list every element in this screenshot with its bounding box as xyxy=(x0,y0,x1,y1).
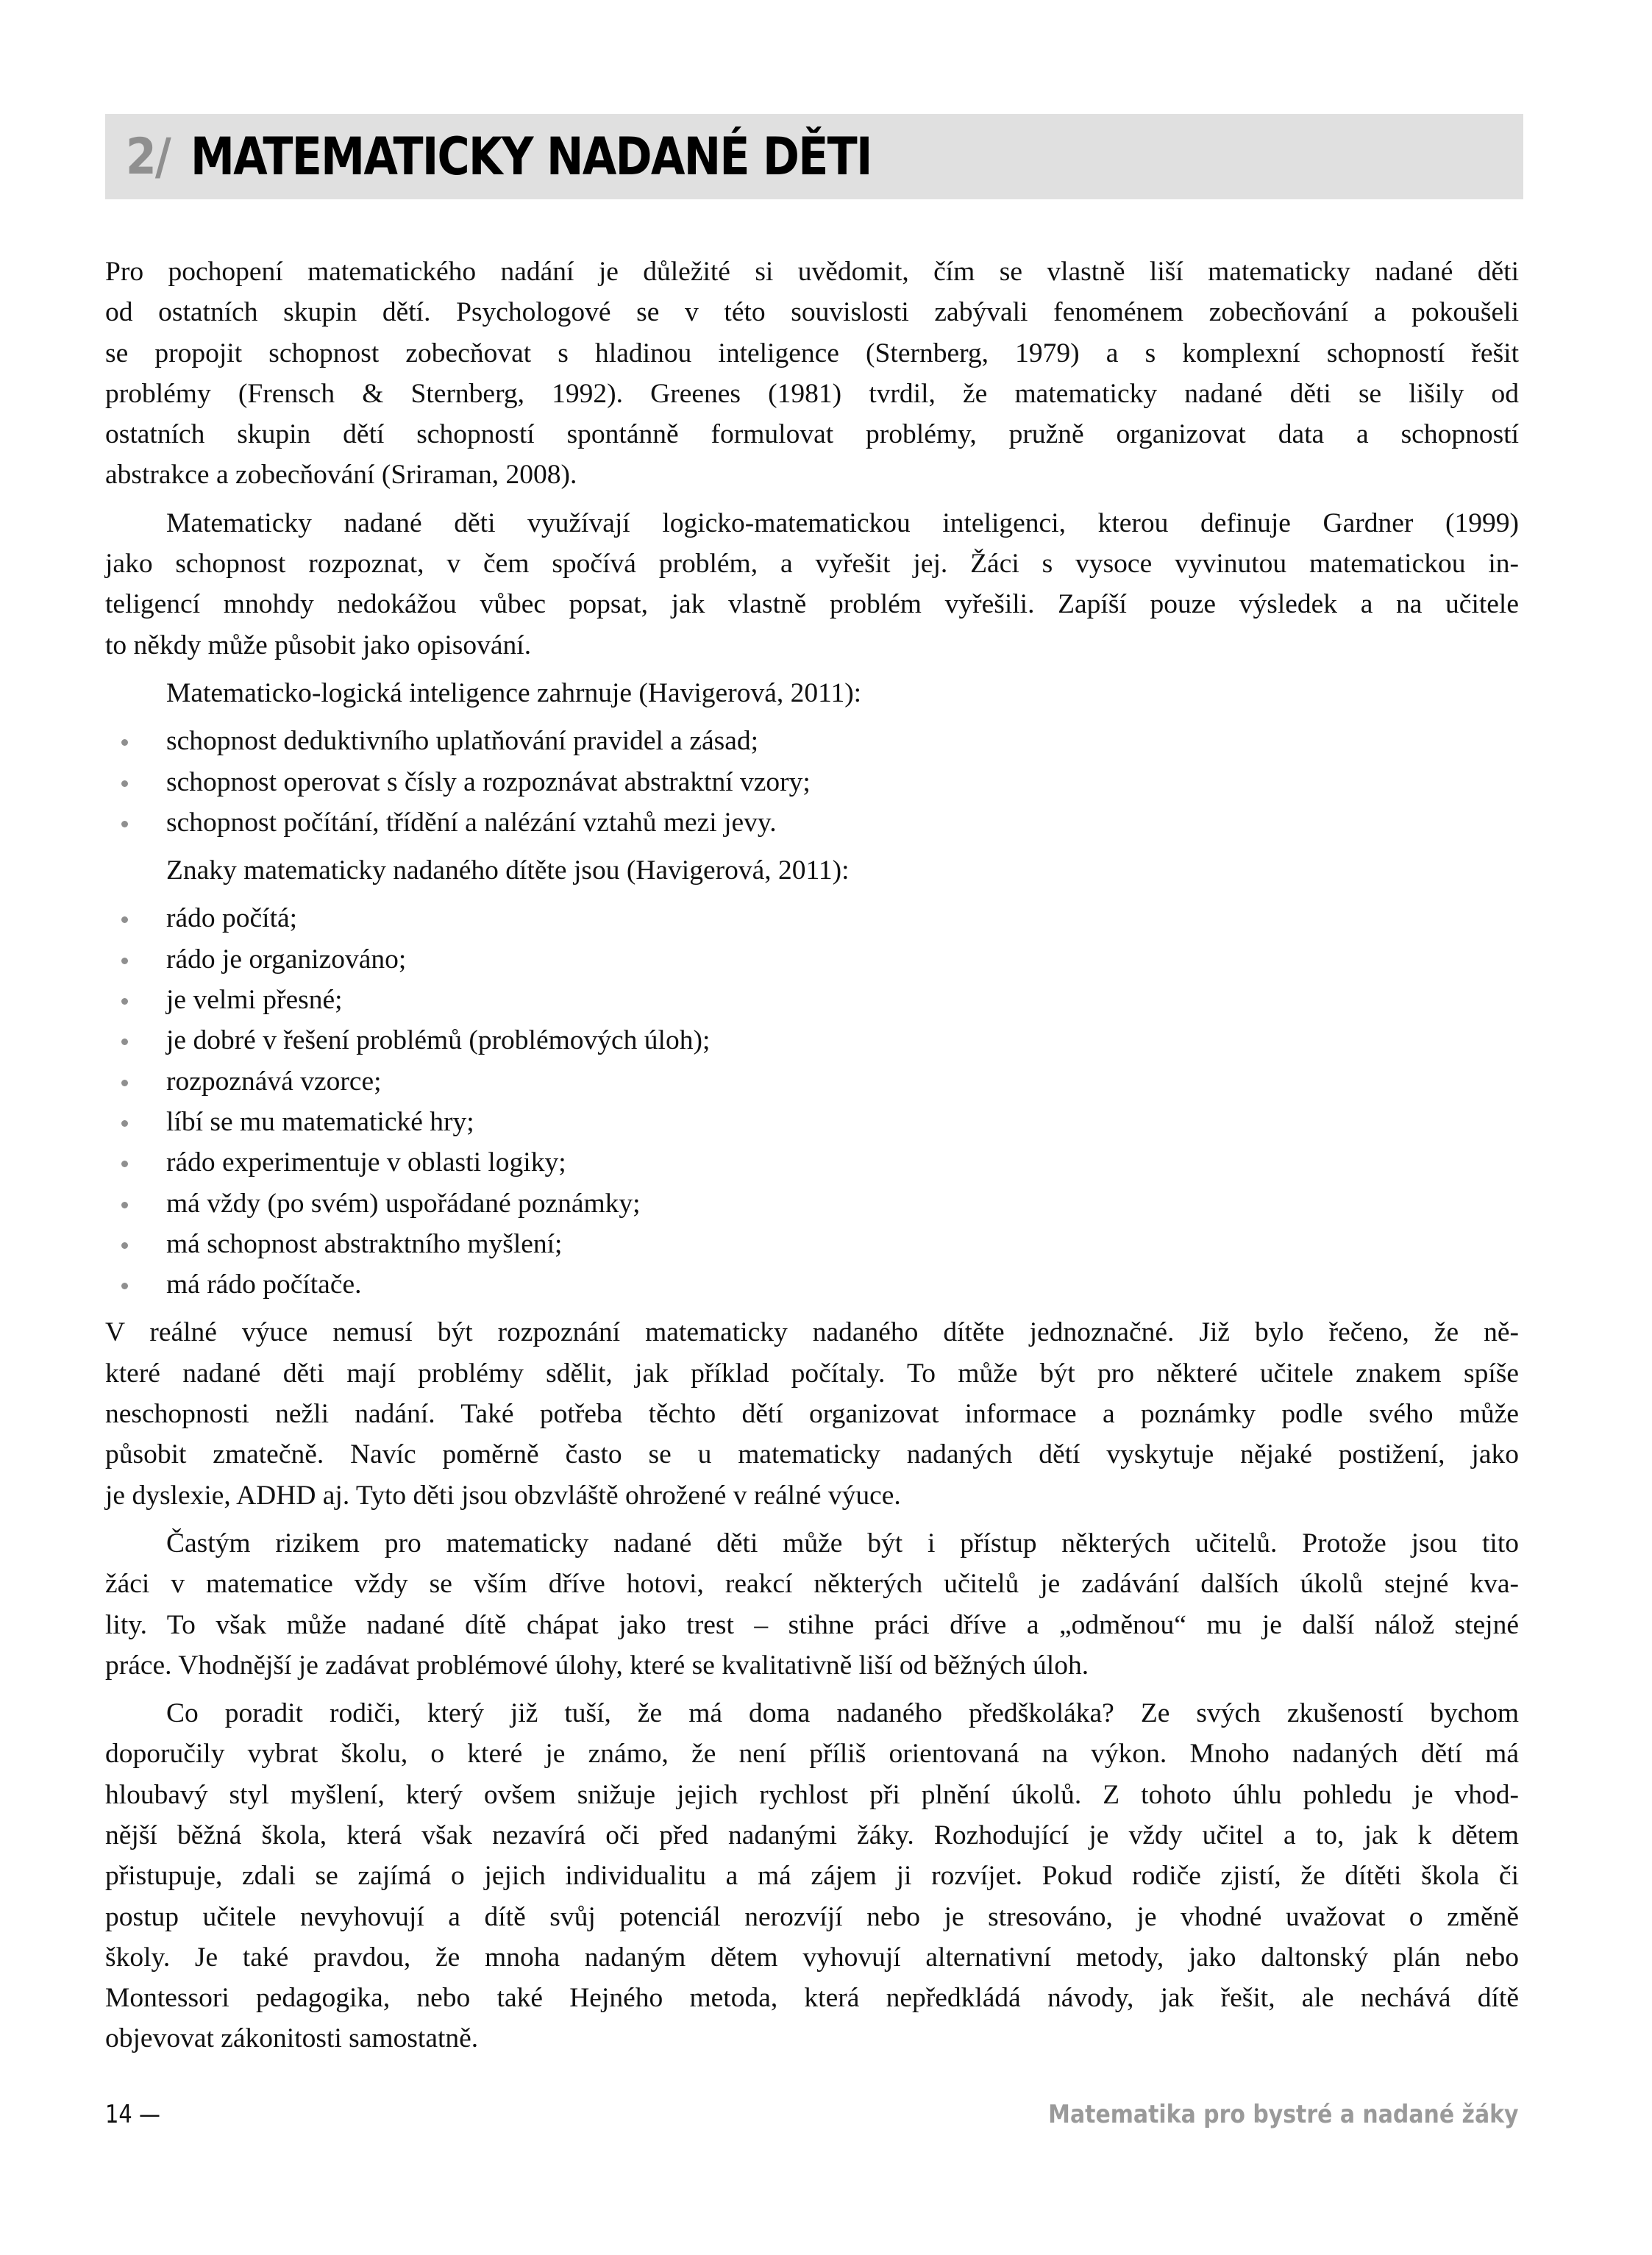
bullet-icon xyxy=(121,1242,128,1249)
paragraph-3-list-intro xyxy=(105,673,1519,713)
text-line: přistupuje, zdali se zajímá o jejich individualitu a má zájem ji rozvíjet. Pokud rodiče zjistí, že dítěti škola či xyxy=(105,1861,1519,1892)
text-line: teligencí mnohdy nedokážou vůbec popsat, jak vlastně problém vyřešili. Zapíší pouze výsledek a na učitele xyxy=(105,589,1519,620)
text-line: Matematicky nadané děti využívají logicko-matematickou inteligenci, kterou definuje Gardner (1999) xyxy=(166,507,1519,538)
list-item-text: má vždy (po svém) uspořádané poznámky; xyxy=(166,1188,641,1219)
list-item xyxy=(105,1142,1519,1183)
list-item-text: rádo je organizováno; xyxy=(166,944,407,975)
bullet-list-intelligence xyxy=(105,721,1519,843)
text-line: školy. Je také pravdou, že mnoha nadaným dětem vyhovují alternativní metody, jako daltonský plán nebo xyxy=(105,1942,1519,1973)
text-line: problémy (Frensch & Sternberg, 1992). Greenes (1981) tvrdil, že matematicky nadané děti se lišily od xyxy=(105,378,1519,409)
list-item xyxy=(105,802,1519,843)
bullet-icon xyxy=(121,916,128,923)
text-line: se propojit schopnost zobecňovat s hladinou inteligence (Sternberg, 1979) a s komplexní schopností řešit xyxy=(105,338,1519,368)
text-line: Montessori pedagogika, nebo také Hejného metoda, která nepředkládá návody, jak řešit, ale nechává dítě xyxy=(105,1983,1519,2014)
list-item xyxy=(105,1061,1519,1102)
text-line: doporučily vybrat školu, o které je známo, že není příliš orientovaná na výkon. Mnoho nadaných dětí má xyxy=(105,1739,1519,1770)
text-line: lity. To však může nadané dítě chápat jako trest – stihne práci dříve a „odměnou“ mu je další nálož stejné xyxy=(105,1609,1519,1640)
list-item xyxy=(105,721,1519,761)
list-item-text: schopnost počítání, třídění a nalézání vztahů mezi jevy. xyxy=(166,807,777,838)
text-line: to někdy může působit jako opisování. xyxy=(105,630,532,660)
list-item-text: schopnost operovat s čísly a rozpoznávat abstraktní vzory; xyxy=(166,766,811,797)
paragraph-2 xyxy=(105,503,1519,666)
list-item-text: líbí se mu matematické hry; xyxy=(166,1106,474,1137)
text-line: je dyslexie, ADHD aj. Tyto děti jsou obzvláště ohrožené v reálné výuce. xyxy=(105,1480,901,1511)
list-item-text: je velmi přesné; xyxy=(166,985,343,1016)
text-line: postup učitele nevyhovují a dítě svůj potenciál nerozvíjí nebo je stresováno, je vhodné uvažovat o změně xyxy=(105,1901,1519,1932)
paragraph-7 xyxy=(105,1693,1519,2059)
text-line: Častým rizikem pro matematicky nadané děti může být i přístup některých učitelů. Protože jsou tito xyxy=(166,1528,1519,1558)
text-line: Co poradit rodiči, který již tuší, že má doma nadaného předškoláka? Ze svých zkušeností bychom xyxy=(166,1698,1519,1729)
text-line: V reálné výuce nemusí být rozpoznání matematicky nadaného dítěte jednoznačné. Již bylo řečeno, že ně- xyxy=(105,1317,1519,1348)
bullet-icon xyxy=(121,1120,128,1127)
list-item-text: rozpoznává vzorce; xyxy=(166,1066,382,1097)
bullet-icon xyxy=(121,1080,128,1086)
text-line: hloubavý styl myšlení, který ovšem snižuje jejich rychlost při plnění úkolů. Z tohoto úhlu pohledu je vhod- xyxy=(105,1779,1519,1810)
text-line: Matematicko-logická inteligence zahrnuje (Havigerová, 2011): xyxy=(166,677,862,708)
text-line: které nadané děti mají problémy sdělit, jak příklad počítaly. To může být pro některé učitele znakem spíše xyxy=(105,1358,1519,1389)
list-item-text: rádo experimentuje v oblasti logiky; xyxy=(166,1147,566,1178)
bullet-list-signs xyxy=(105,898,1519,1305)
text-line: žáci v matematice vždy se vším dříve hotovi, reakcí některých učitelů je zadávání dalších úkolů stejné kva- xyxy=(105,1569,1519,1600)
list-item xyxy=(105,898,1519,938)
bullet-icon xyxy=(121,1202,128,1208)
list-item-text: má schopnost abstraktního myšlení; xyxy=(166,1228,563,1259)
list-item-text: je dobré v řešení problémů (problémových úloh); xyxy=(166,1025,711,1056)
text-line: ostatních skupin dětí schopností spontánně formulovat problémy, pružně organizovat data a schopností xyxy=(105,419,1519,450)
list-item xyxy=(105,939,1519,980)
bullet-icon xyxy=(121,958,128,964)
list-item xyxy=(105,1183,1519,1224)
body-text xyxy=(105,252,1519,2059)
bullet-icon xyxy=(121,821,128,827)
page-number: 14 — xyxy=(105,2100,160,2129)
running-title: Matematika pro bystré a nadané žáky xyxy=(1048,2100,1519,2129)
text-line: nější běžná škola, která však nezavírá oči před nadanými žáky. Rozhodující je vždy učitel a to, jak k dětem xyxy=(105,1820,1519,1850)
text-line: práce. Vhodnější je zadávat problémové úlohy, které se kvalitativně liší od běžných úloh. xyxy=(105,1650,1089,1681)
text-line: objevovat zákonitosti samostatně. xyxy=(105,2023,479,2054)
text-line: Znaky matematicky nadaného dítěte jsou (Havigerová, 2011): xyxy=(166,855,850,886)
bullet-icon xyxy=(121,1283,128,1289)
page-content xyxy=(105,114,1519,2067)
paragraph-4-list-intro xyxy=(105,850,1519,891)
text-line: od ostatních skupin dětí. Psychologové se v této souvislosti zabývali fenoménem zobecňování a pokoušeli xyxy=(105,297,1519,328)
paragraph-6 xyxy=(105,1523,1519,1686)
list-item xyxy=(105,980,1519,1020)
paragraph-5 xyxy=(105,1312,1519,1515)
text-line: jako schopnost rozpoznat, v čem spočívá problém, a vyřešit jej. Žáci s vysoce vyvinutou matematickou in- xyxy=(105,549,1519,580)
list-item-text: rádo počítá; xyxy=(166,903,298,934)
page-footer xyxy=(105,2100,1519,2144)
bullet-icon xyxy=(121,1039,128,1045)
chapter-number: 2/ xyxy=(126,127,170,186)
bullet-icon xyxy=(121,998,128,1005)
bullet-icon xyxy=(121,739,128,746)
bullet-icon xyxy=(121,780,128,787)
chapter-title: MATEMATICKY NADANÉ DĚTI xyxy=(191,127,872,187)
text-line: působit zmatečně. Navíc poměrně často se u matematicky nadaných dětí vyskytuje nějaké postižení, jako xyxy=(105,1439,1519,1470)
list-item xyxy=(105,1224,1519,1264)
list-item-text: má rádo počítače. xyxy=(166,1269,362,1300)
list-item xyxy=(105,1264,1519,1305)
text-line: Pro pochopení matematického nadání je důležité si uvědomit, čím se vlastně liší matematicky nadané děti xyxy=(105,257,1519,287)
chapter-heading-band xyxy=(105,114,1523,199)
list-item xyxy=(105,762,1519,802)
bullet-icon xyxy=(121,1161,128,1167)
paragraph-1 xyxy=(105,252,1519,496)
text-line: neschopnosti nežli nadání. Také potřeba těchto dětí organizovat informace a poznámky podle svého může xyxy=(105,1399,1519,1430)
list-item xyxy=(105,1020,1519,1061)
list-item xyxy=(105,1102,1519,1142)
list-item-text: schopnost deduktivního uplatňování pravidel a zásad; xyxy=(166,726,759,757)
text-line: abstrakce a zobecňování (Sriraman, 2008). xyxy=(105,460,577,491)
